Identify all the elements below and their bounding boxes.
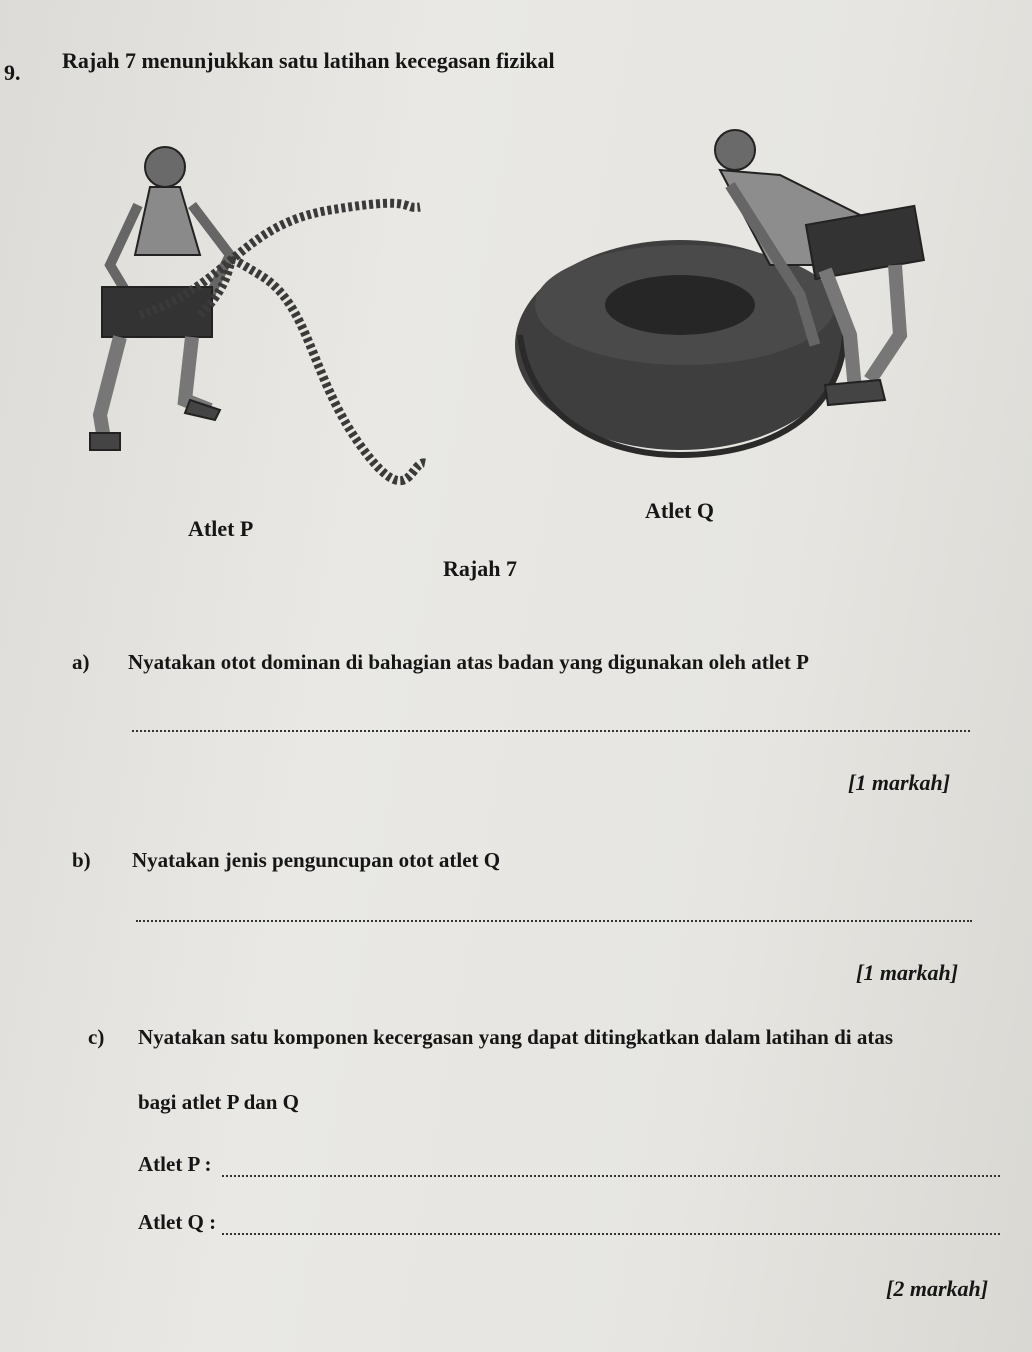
- part-c-athlete-q-answer-line[interactable]: [222, 1233, 1000, 1235]
- part-c-question-continued: bagi atlet P dan Q: [138, 1090, 300, 1114]
- part-b-question: Nyatakan jenis penguncupan otot atlet Q: [132, 848, 501, 872]
- label-athlete-p: Atlet P: [188, 516, 254, 541]
- athlete-p-illustration: [90, 147, 230, 450]
- part-c-marks: [2 markah]: [886, 1276, 989, 1301]
- figure-caption: Rajah 7: [443, 556, 517, 581]
- part-c-letter: c): [88, 1025, 105, 1049]
- part-c-athlete-q-label: Atlet Q :: [138, 1210, 217, 1234]
- question-number: 9.: [4, 60, 21, 85]
- part-c-athlete-p-answer-line[interactable]: [222, 1175, 1000, 1177]
- part-a-question: Nyatakan otot dominan di bahagian atas badan yang digunakan oleh atlet P: [128, 650, 809, 674]
- part-a-letter: a): [72, 650, 90, 674]
- part-b-answer-line[interactable]: [136, 920, 972, 922]
- part-c-athlete-p-label: Atlet P :: [138, 1152, 212, 1176]
- question-title: Rajah 7 menunjukkan satu latihan kecegasan fizikal: [62, 48, 555, 73]
- part-c-question: Nyatakan satu komponen kecergasan yang dapat ditingkatkan dalam latihan di atas: [138, 1025, 893, 1049]
- tire: [515, 240, 845, 455]
- part-b-marks: [1 markah]: [856, 960, 959, 985]
- part-b-letter: b): [72, 848, 91, 872]
- part-a-marks: [1 markah]: [848, 770, 951, 795]
- label-athlete-q: Atlet Q: [645, 498, 715, 523]
- part-a-answer-line[interactable]: [132, 730, 970, 732]
